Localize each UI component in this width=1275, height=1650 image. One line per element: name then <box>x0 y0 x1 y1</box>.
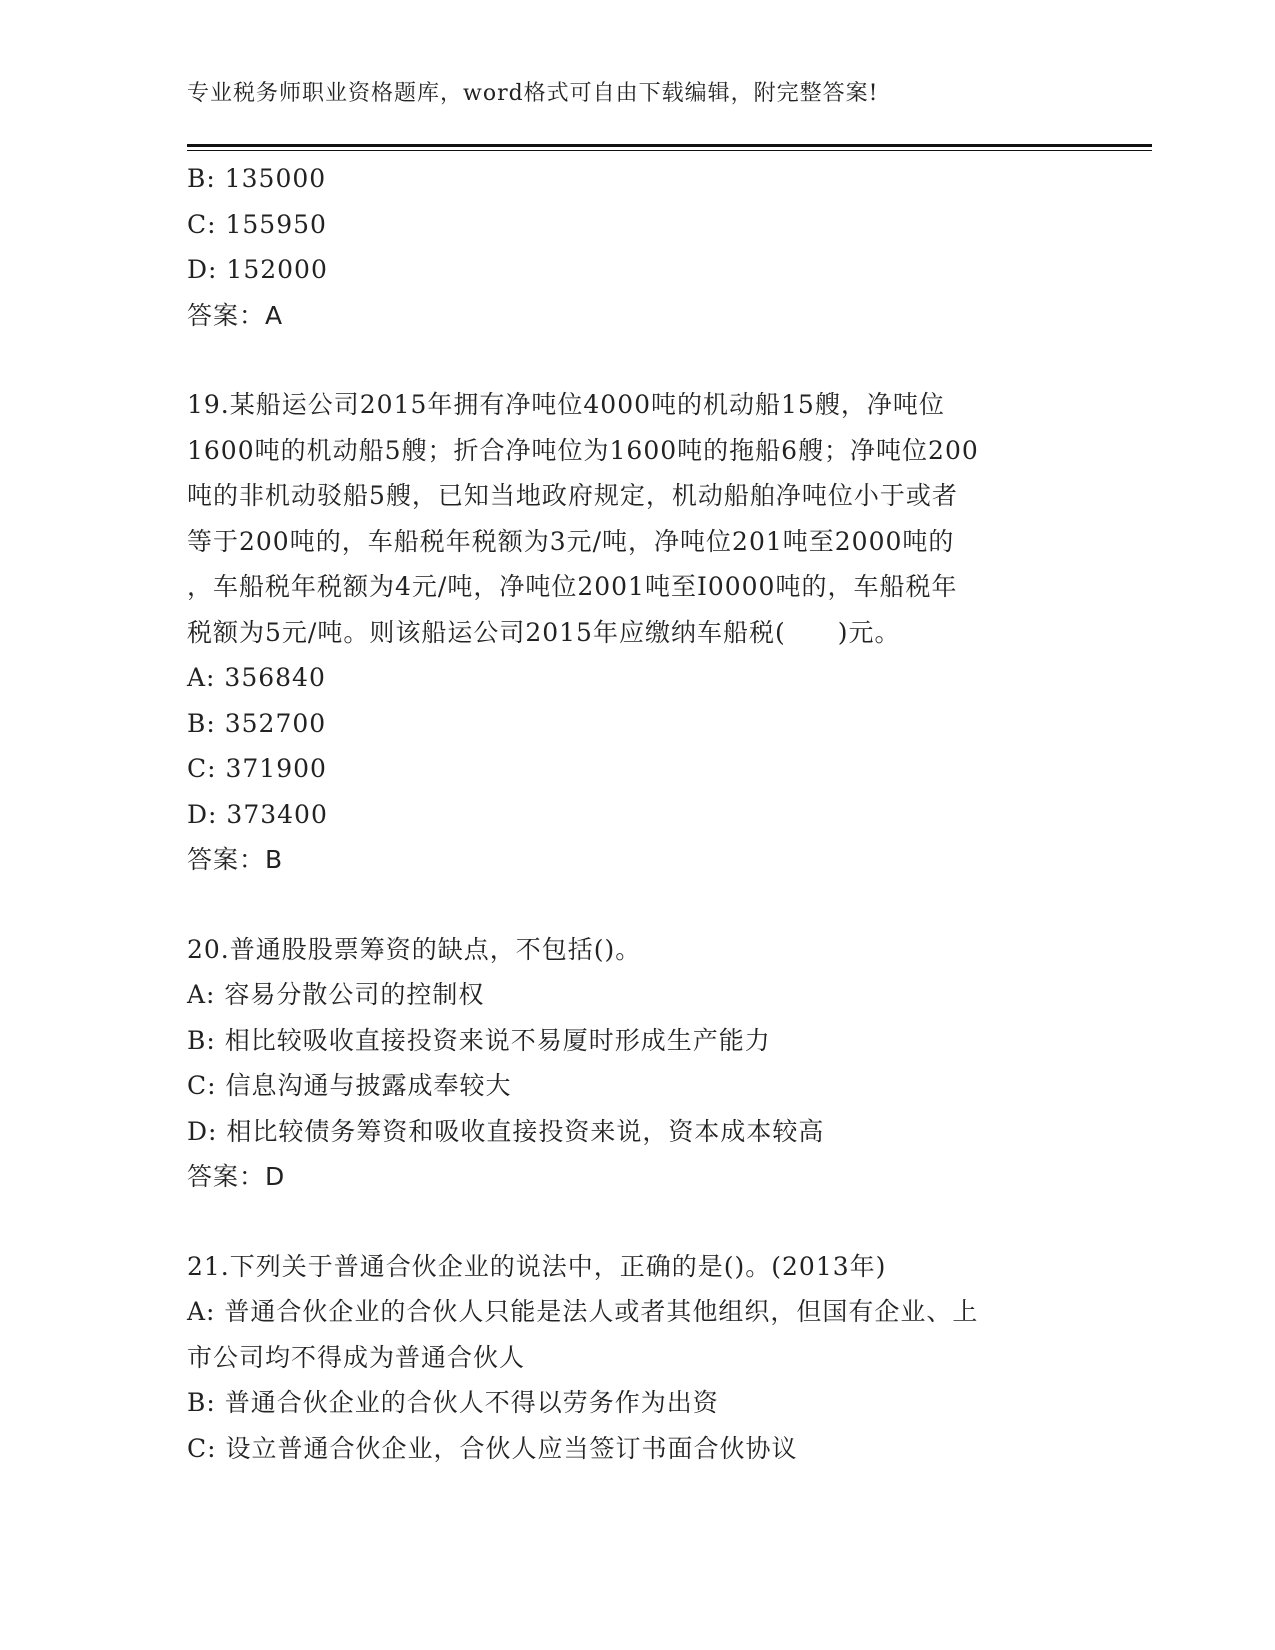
question-19 <box>187 382 1087 883</box>
question-20 <box>187 927 1087 1200</box>
option-b: B: 135000 <box>187 164 327 193</box>
question-stem-line: 等于200吨的，车船税年税额为3元/吨，净吨位201吨至2000吨的 <box>187 526 955 556</box>
question-stem-line: 20.普通股股票筹资的缺点，不包括()。 <box>187 934 642 964</box>
spacer <box>187 883 1087 927</box>
option-a-line: A: 普通合伙企业的合伙人只能是法人或者其他组织，但国有企业、上 <box>187 1297 979 1326</box>
option-c: C: 371900 <box>187 754 327 783</box>
page-header: 专业税务师职业资格题库，word格式可自由下载编辑，附完整答案! <box>187 81 879 106</box>
answer-line: 答案：B <box>187 845 284 874</box>
question-stem-line: 1600吨的机动船5艘；折合净吨位为1600吨的拖船6艘；净吨位200 <box>187 435 979 465</box>
answer-line: 答案：A <box>187 300 284 330</box>
question-stem-line: 19.某船运公司2015年拥有净吨位4000吨的机动船15艘，净吨位 <box>187 390 945 419</box>
spacer <box>187 338 1087 382</box>
option-c: C: 设立普通合伙企业，合伙人应当签订书面合伙协议 <box>187 1433 798 1463</box>
header-rule-thin <box>187 150 1152 151</box>
option-c: C: 信息沟通与披露成奉较大 <box>187 1071 512 1100</box>
option-b: B: 相比较吸收直接投资来说不易厦时形成生产能力 <box>187 1025 771 1055</box>
question-21 <box>187 1244 1087 1472</box>
question-stem-line: 21.下列关于普通合伙企业的说法中，正确的是()。(2013年) <box>187 1251 887 1281</box>
question-content <box>187 156 1087 1471</box>
option-a: A: 356840 <box>187 663 326 692</box>
question-stem-line: 税额为5元/吨。则该船运公司2015年应缴纳车船税( )元。 <box>187 617 901 647</box>
option-d: D: 152000 <box>187 255 328 284</box>
option-d: D: 相比较债务筹资和吸收直接投资来说，资本成本较高 <box>187 1116 825 1146</box>
question-stem-line: ，车船税年税额为4元/吨，净吨位2001吨至I0000吨的，车船税年 <box>187 572 958 601</box>
option-c: C: 155950 <box>187 209 327 239</box>
spacer <box>187 1200 1087 1244</box>
option-a-continuation: 市公司均不得成为普通合伙人 <box>187 1342 526 1372</box>
option-b: B: 352700 <box>187 708 327 738</box>
question-stem-line: 吨的非机动驳船5艘，已知当地政府规定，机动船舶净吨位小于或者 <box>187 481 958 510</box>
option-a: A: 容易分散公司的控制权 <box>187 980 485 1009</box>
question-18-tail <box>187 156 1087 338</box>
option-b: B: 普通合伙企业的合伙人不得以劳务作为出资 <box>187 1388 719 1417</box>
option-d: D: 373400 <box>187 799 328 829</box>
answer-line: 答案：D <box>187 1162 286 1191</box>
header-rule-thick <box>187 144 1152 147</box>
